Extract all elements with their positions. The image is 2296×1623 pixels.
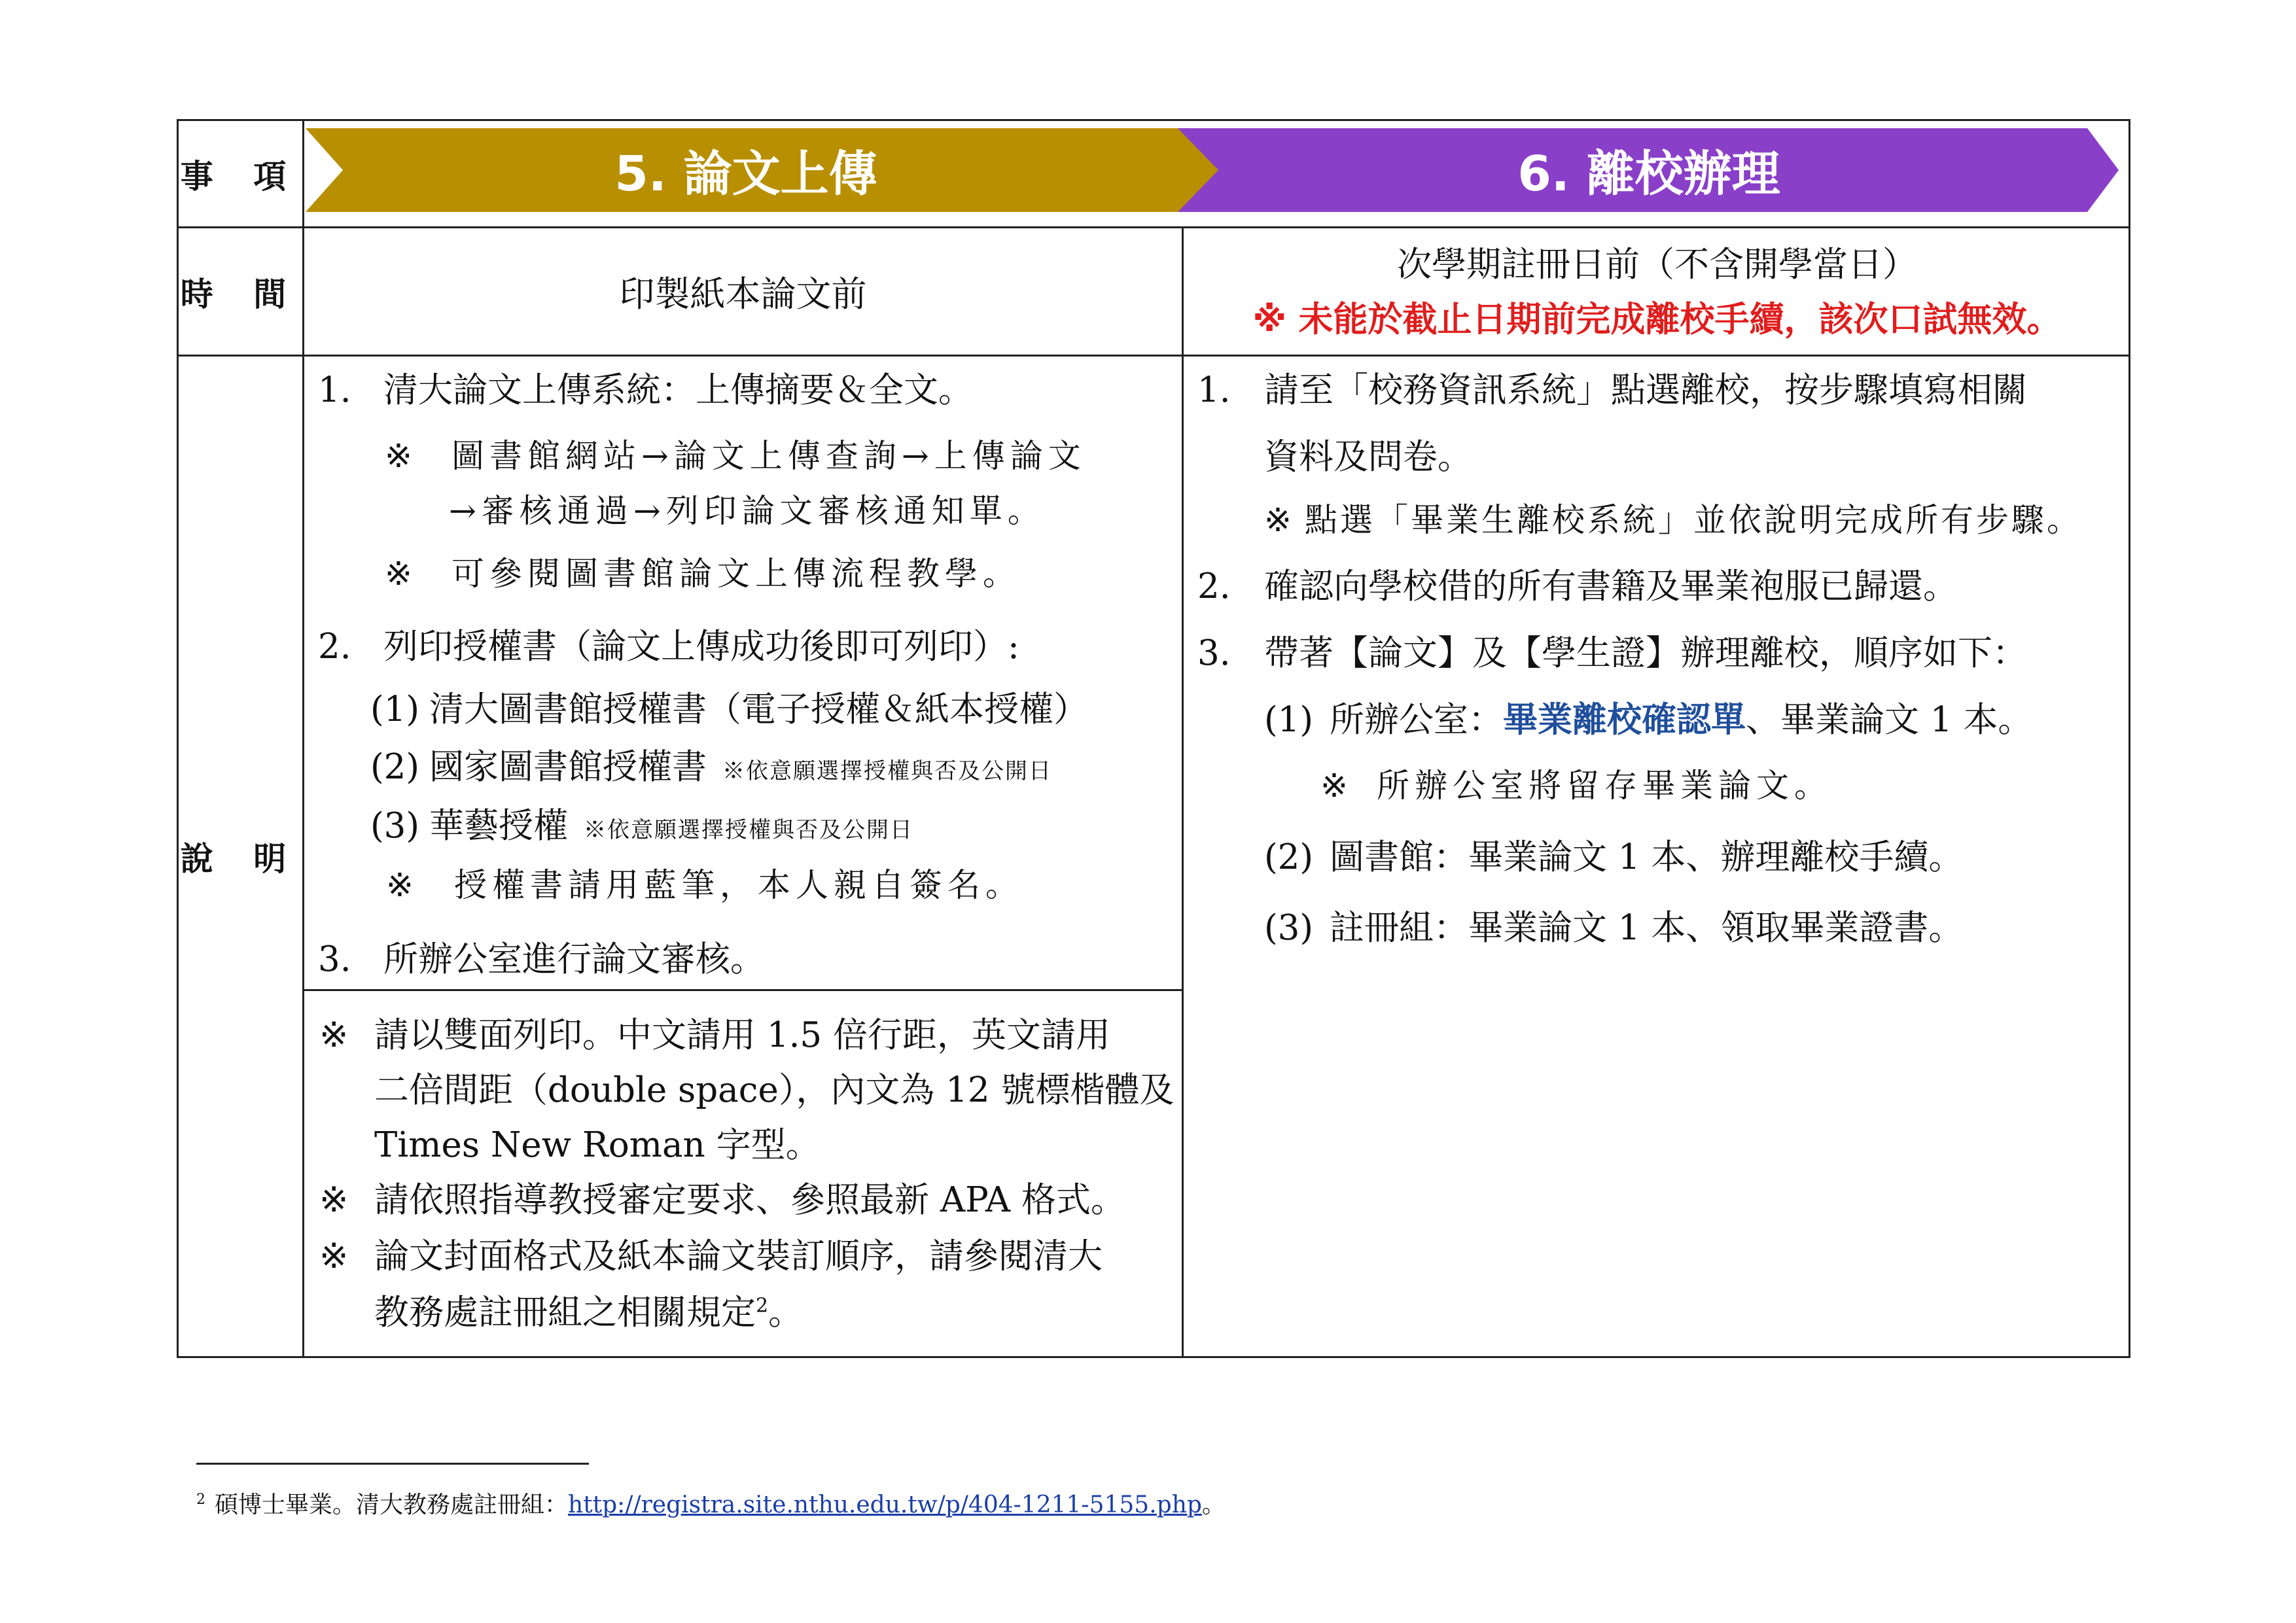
note-mark: ※	[1320, 767, 1353, 805]
graduation-leave-confirmation-form: 畢業離校確認單	[1503, 699, 1746, 740]
note-mark: ※	[1264, 501, 1294, 539]
registration-office-link[interactable]: http://registra.site.nthu.edu.tw/p/404-1211-5155.php	[568, 1492, 1202, 1518]
department-office-label: 所辦公室：	[1330, 700, 1503, 740]
upload-step-1-note-1-cont: →審核通過→列印論文審核通知單。	[449, 492, 1046, 530]
cover-binding-note-cont	[374, 1293, 804, 1333]
upload-step-1-note-2: 可參閱圖書館論文上傳流程教學。	[451, 555, 1021, 593]
upload-step-3: 所辦公室進行論文審核。	[383, 939, 765, 979]
leave-deadline-warning: ※ 未能於截止日期前完成離校手續，該次口試無效。	[1252, 300, 2062, 340]
list-number: 1.	[318, 370, 351, 410]
column-divider-steps	[1182, 226, 1184, 1358]
sub-number: (3)	[1264, 908, 1314, 948]
list-number: 2.	[1197, 567, 1231, 606]
sub-number: (1)	[1264, 700, 1314, 740]
print-format-note-cont: 二倍間距（double space），內文為 12 號標楷體及	[374, 1070, 1174, 1110]
upload-time: 印製紙本論文前	[619, 273, 867, 315]
step5-title: 5. 論文上傳	[614, 146, 877, 202]
authorization-choice-note: ※依意願選擇授權與否及公開日	[722, 758, 1052, 784]
authorization-choice-note: ※依意願選擇授權與否及公開日	[584, 817, 913, 843]
print-format-note: 請以雙面列印。中文請用 1.5 倍行距，英文請用	[374, 1015, 1110, 1055]
note-mark: ※	[319, 1180, 349, 1220]
upload-step-1-note-1: 圖書館網站→論文上傳查詢→上傳論文	[451, 437, 1086, 475]
footnote-number: 2	[196, 1492, 205, 1508]
time-label: 時 間	[180, 275, 301, 313]
sub-number: (3)	[370, 806, 420, 846]
national-library-authorization-label: 國家圖書館授權書	[429, 747, 707, 787]
description-label: 說 明	[180, 840, 301, 878]
step6-title: 6. 離校辦理	[1517, 146, 1780, 202]
leave-step-3: 帶著【論文】及【學生證】辦理離校，順序如下：	[1264, 633, 2027, 673]
department-office-items: 、畢業論文 1 本。	[1746, 700, 2033, 740]
list-number: 3.	[318, 939, 351, 979]
sub-number: (2)	[370, 747, 420, 787]
sub-number: (1)	[370, 689, 420, 729]
leave-time: 次學期註冊日前（不含開學當日）	[1397, 245, 1917, 285]
apa-format-note: 請依照指導教授審定要求、參照最新 APA 格式。	[374, 1180, 1126, 1220]
header-label: 事 項	[180, 157, 301, 196]
signature-note: 授權書請用藍筆，本人親自簽名。	[454, 866, 1023, 904]
footnote	[196, 1493, 1226, 1517]
note-mark: ※	[319, 1015, 349, 1055]
list-number: 2.	[318, 627, 351, 667]
footnote-end: 。	[1201, 1492, 1226, 1518]
cover-binding-note: 論文封面格式及紙本論文裝訂順序，請參閱清大	[374, 1236, 1103, 1276]
cell-divider-upload-notes	[302, 989, 1184, 991]
national-library-authorization	[429, 747, 1052, 787]
cover-binding-note-end: 。	[768, 1293, 804, 1333]
list-number: 1.	[1197, 370, 1231, 410]
department-office-note: 所辦公室將留存畢業論文。	[1377, 767, 1832, 805]
leave-step-1-cont: 資料及問卷。	[1264, 437, 1472, 477]
print-format-note-cont: Times New Roman 字型。	[374, 1125, 821, 1165]
upload-step-2: 列印授權書（論文上傳成功後即可列印）:	[383, 627, 1019, 667]
leave-step-2: 確認向學校借的所有書籍及畢業袍服已歸還。	[1264, 567, 1958, 606]
upload-step-1: 清大論文上傳系統：上傳摘要＆全文。	[383, 370, 973, 410]
footnote-separator	[196, 1463, 589, 1465]
nthu-library-authorization: 清大圖書館授權書（電子授權＆紙本授權）	[429, 689, 1088, 729]
list-number: 3.	[1197, 633, 1231, 673]
department-office-step	[1330, 699, 2033, 740]
footnote-ref: 2	[756, 1294, 769, 1318]
note-mark: ※	[385, 555, 417, 593]
footnote-text: 碩博士畢業。清大教務處註冊組：	[215, 1492, 569, 1518]
registration-office-step: 註冊組：畢業論文 1 本、領取畢業證書。	[1330, 908, 1964, 948]
sub-number: (2)	[1264, 837, 1314, 877]
row-divider-time	[177, 355, 2130, 357]
leave-step-1-note: 點選「畢業生離校系統」並依說明完成所有步驟。	[1305, 501, 2082, 539]
leave-step-1: 請至「校務資訊系統」點選離校，按步驟填寫相關	[1264, 370, 2027, 410]
note-mark: ※	[386, 866, 419, 904]
library-step: 圖書館：畢業論文 1 本、辦理離校手續。	[1330, 837, 1964, 877]
cover-binding-note-text: 教務處註冊組之相關規定	[374, 1293, 756, 1333]
note-mark: ※	[319, 1236, 349, 1276]
note-mark: ※	[385, 437, 417, 475]
airiti-authorization	[429, 806, 913, 846]
airiti-authorization-label: 華藝授權	[429, 806, 568, 846]
